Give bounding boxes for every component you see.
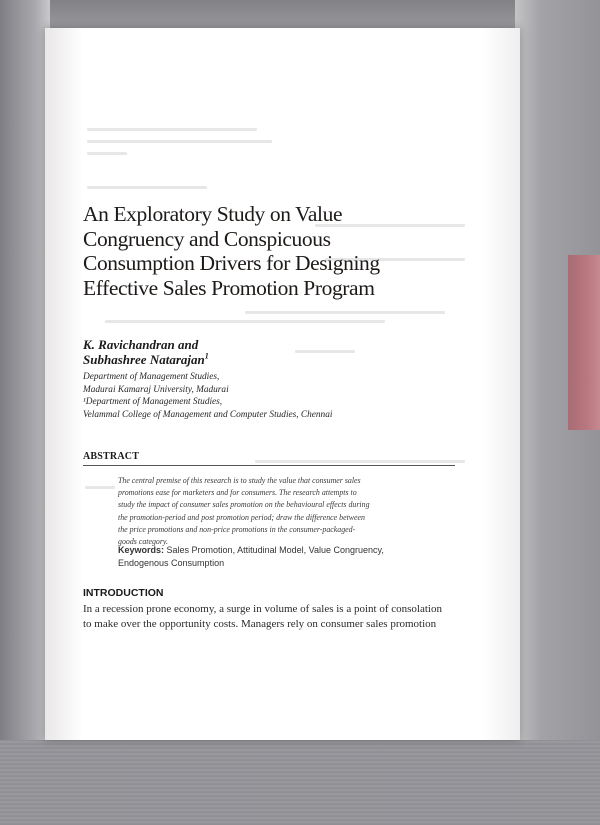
show-through-text (255, 460, 465, 463)
show-through-text (245, 311, 445, 314)
paper-page (45, 28, 520, 740)
show-through-text (87, 128, 257, 131)
show-through-text (85, 486, 115, 489)
title-line: Congruency and Conspicuous (83, 226, 331, 251)
introduction-line: to make over the opportunity costs. Managers rely on consumer sales promotion (83, 617, 437, 630)
pink-page-tab (568, 255, 600, 430)
show-through-text (295, 350, 355, 353)
introduction-heading: INTRODUCTION (83, 587, 164, 599)
keywords-line: Endogenous Consumption (118, 557, 225, 568)
abstract-line: goods category. (118, 537, 168, 547)
title-line: An Exploratory Study on Value (83, 202, 343, 226)
keywords-label: Keywords: (118, 545, 165, 555)
keywords (118, 544, 458, 569)
show-through-text (87, 152, 127, 155)
introduction-line: In a recession prone economy, a surge in volume of sales is a point of consolation (83, 603, 442, 615)
abstract-heading: ABSTRACT (83, 451, 140, 462)
affiliation-line: ¹Department of Management Studies, (83, 397, 223, 407)
abstract-line: the price promotions and non-price promotions in the consumer-packaged- (118, 524, 356, 534)
affiliations (83, 371, 332, 421)
author-line: K. Ravichandran and (83, 337, 199, 352)
authors (83, 337, 209, 367)
keywords-text: Sales Promotion, Attitudinal Model, Value Congruency, (166, 545, 384, 555)
title-line: Effective Sales Promotion Program (83, 275, 375, 300)
abstract-line: the promotion-period and post promotion period; draw the difference between (118, 512, 365, 522)
scan-background-top (0, 0, 600, 30)
show-through-text (87, 140, 272, 143)
title-line: Consumption Drivers for Designing (83, 251, 380, 275)
show-through-text (87, 186, 207, 189)
abstract-body (118, 475, 455, 548)
affiliation-marker: 1 (204, 351, 209, 361)
abstract-line: study the impact of consumer sales promotion on the behavioural effects during (118, 500, 370, 510)
scan-background-left (0, 0, 50, 825)
affiliation-line: Velammal College of Management and Computer Studies, Chennai (83, 409, 333, 420)
abstract-line: promotions ease for marketers and for consumers. The research attempts to (118, 488, 357, 498)
scan-background-bottom (0, 740, 600, 825)
abstract-divider (83, 465, 455, 466)
show-through-text (105, 320, 385, 323)
introduction-body (83, 602, 463, 631)
affiliation-line: Department of Management Studies, (83, 372, 220, 382)
paper-title (83, 202, 483, 300)
affiliation-line: Madurai Kamaraj University, Madurai (83, 384, 229, 395)
keywords-line (118, 544, 458, 557)
author-name: Subhashree Natarajan (83, 352, 205, 367)
author-line (83, 352, 209, 367)
abstract-line: The central premise of this research is to study the value that consumer sales (118, 476, 361, 485)
